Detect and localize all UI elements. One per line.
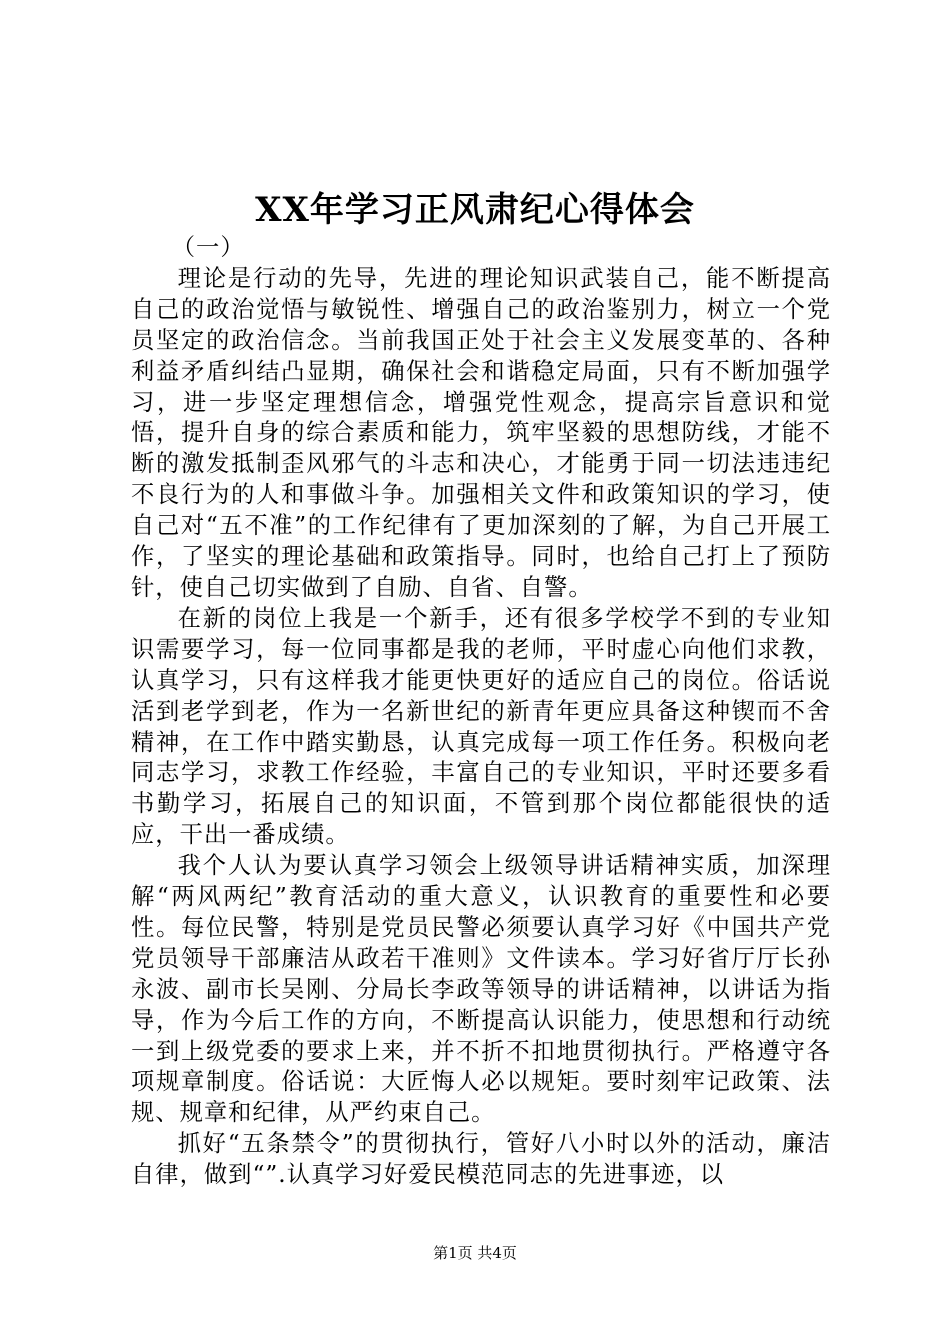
paragraph-2: 在新的岗位上我是一个新手，还有很多学校学不到的专业知识需要学习，每一位同事都是我的老师，平时虚心向他们求教，认真学习，只有这样我才能更快更好的适应自己的岗位。俗话说活到老学到老，作为一名新世纪的新青年更应具备这种锲而不舍精神，在工作中踏实勤恳，认真完成每一项工作任务。积极向老同志学习，求教工作经验，丰富自己的专业知识，平时还要多看书勤学习，拓展自己的知识面，不管到那个岗位都能很快的适应，干出一番成绩。 — [131, 604, 831, 849]
section-label: （一） — [171, 234, 245, 261]
document-title: XX年学习正风肃纪心得体会 — [255, 190, 695, 230]
document-body — [131, 233, 831, 1191]
paragraph-1: 理论是行动的先导，先进的理论知识武装自己，能不断提高自己的政治觉悟与敏锐性、增强自己的政治鉴别力，树立一个党员坚定的政治信念。当前我国正处于社会主义发展变革的、各种利益矛盾纠结凸显期，确保社会和谐稳定局面，只有不断加强学习，进一步坚定理想信念，增强党性观念，提高宗旨意识和觉悟，提升自身的综合素质和能力，筑牢坚毅的思想防线，才能不断的激发抵制歪风邪气的斗志和决心，才能勇于同一切法违违纪不良行为的人和事做斗争。加强相关文件和政策知识的学习，使自己对“五不准”的工作纪律有了更加深刻的了解，为自己开展工作，了坚实的理论基础和政策指导。同时，也给自己打上了预防针，使自己切实做到了自励、自省、自警。 — [131, 264, 831, 601]
paragraph-3: 我个人认为要认真学习领会上级领导讲话精神实质，加深理解“两风两纪”教育活动的重大意义，认识教育的重要性和必要性。每位民警，特别是党员民警必须要认真学习好《中国共产党党员领导干部廉洁从政若干准则》文件读本。学习好省厅厅长孙永波、副市长吴刚、分局长李政等领导的讲话精神，以讲话为指导，作为今后工作的方向，不断提高认识能力，使思想和行动统一到上级党委的要求上来，并不折不扣地贯彻执行。严格遵守各项规章制度。俗话说：大匠悔人必以规矩。要时刻牢记政策、法规、规章和纪律，从严约束自己。 — [131, 852, 831, 1127]
paragraph-4: 抓好“五条禁令”的贯彻执行，管好八小时以外的活动，廉洁自律，做到“”.认真学习好爱民模范同志的先进事迹，以 — [131, 1130, 831, 1189]
page-number-footer: 第1页 共4页 — [433, 1244, 517, 1262]
